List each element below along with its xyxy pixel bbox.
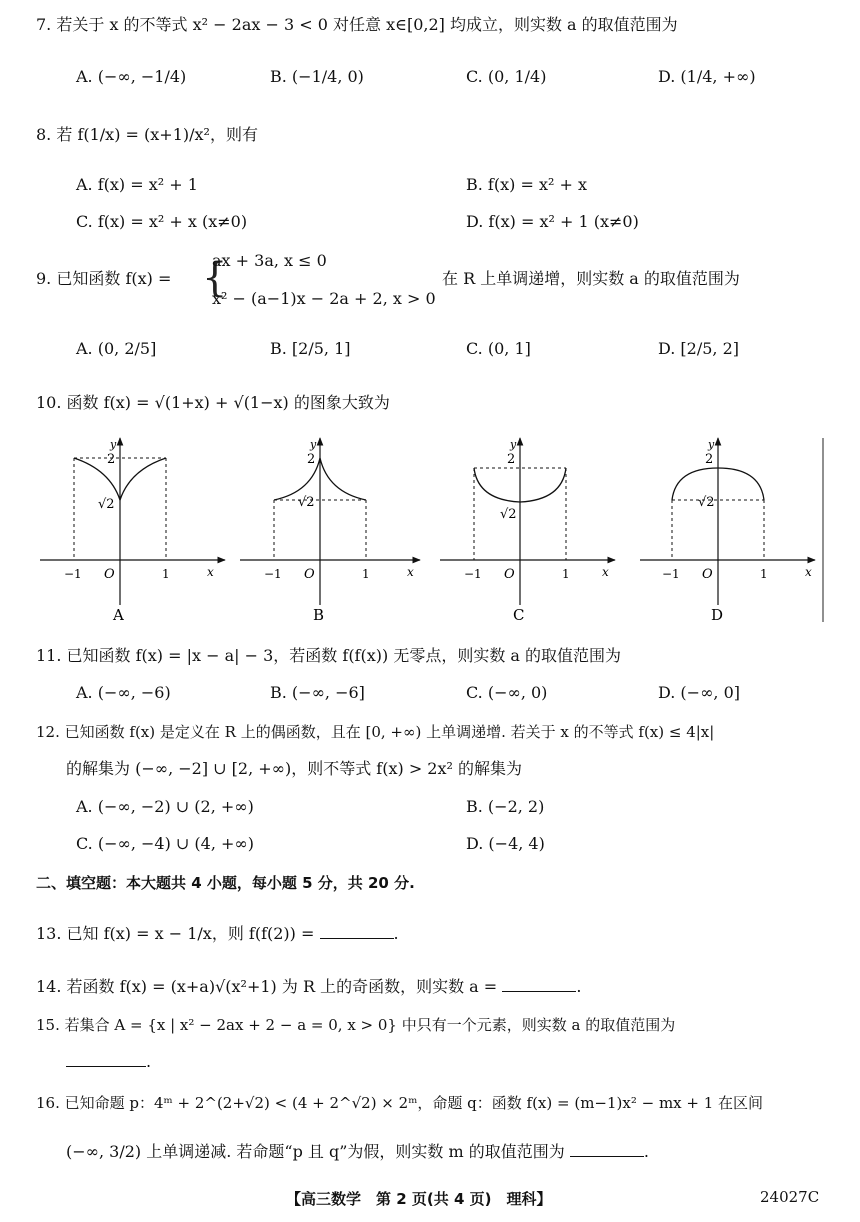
q16-line-2 [66, 1140, 649, 1163]
q10-graphs [0, 430, 860, 630]
graph-a-origin-label: O [104, 567, 115, 582]
q9-piece-1: ax + 3a, x ≤ 0 [212, 251, 327, 270]
q14-line [36, 975, 581, 998]
q12-option-d: D. (−4, 4) [466, 834, 545, 853]
graph-b-root2-label: √2 [298, 495, 315, 510]
graph-c-y-label: y [510, 438, 517, 451]
q9-brace: { [202, 255, 228, 301]
graph-a [40, 438, 225, 624]
q9-stem-pre: 9. 已知函数 f(x) = [36, 269, 172, 288]
q16-answer-blank[interactable] [570, 1140, 644, 1157]
q12-option-c: C. (−∞, −4) ∪ (4, +∞) [76, 834, 254, 853]
q9-stem-post: 在 R 上单调递增，则实数 a 的取值范围为 [442, 269, 740, 288]
graph-b-two-label: 2 [307, 452, 316, 467]
q15-answer-blank[interactable] [66, 1050, 146, 1067]
graph-b [240, 438, 420, 624]
q9-option-c: C. (0, 1] [466, 339, 531, 358]
q10-stem: 10. 函数 f(x) = √(1+x) + √(1−x) 的图象大致为 [36, 393, 390, 412]
q9-piece-2: x² − (a−1)x − 2a + 2, x > 0 [212, 289, 436, 308]
q7-option-a: A. (−∞, −1/4) [76, 67, 187, 86]
q7-stem: 7. 若关于 x 的不等式 x² − 2ax − 3 < 0 对任意 x∈[0,2] 均成立，则实数 a 的取值范围为 [36, 15, 678, 34]
graph-d-pos1-label: 1 [760, 567, 768, 581]
graph-a-two-label: 2 [107, 452, 116, 467]
q11-stem: 11. 已知函数 f(x) = |x − a| − 3，若函数 f(f(x)) 无零点，则实数 a 的取值范围为 [36, 646, 622, 665]
graph-c-pos1-label: 1 [562, 567, 570, 581]
q13-answer-blank[interactable] [320, 922, 394, 939]
graph-b-x-label: x [407, 565, 414, 579]
graph-d-x-label: x [805, 565, 812, 579]
q11-option-a: A. (−∞, −6) [76, 683, 171, 702]
q8-stem: 8. 若 f(1/x) = (x+1)/x²，则有 [36, 125, 258, 144]
q12-stem-line-2: 的解集为 (−∞, −2] ∪ [2, +∞)，则不等式 f(x) > 2x² 的解集为 [66, 759, 523, 778]
q12-stem-line-1: 12. 已知函数 f(x) 是定义在 R 上的偶函数，且在 [0, +∞) 上单调递增. 若关于 x 的不等式 f(x) ≤ 4|x| [36, 723, 715, 741]
q9-option-a: A. (0, 2/5] [76, 339, 157, 358]
q11-option-b: B. (−∞, −6] [270, 683, 365, 702]
paper-code: 24027C [760, 1188, 820, 1206]
q12-option-a: A. (−∞, −2) ∪ (2, +∞) [76, 797, 254, 816]
graph-c-root2-label: √2 [500, 507, 517, 522]
graph-c-x-label: x [602, 565, 609, 579]
graph-a-neg1-label: −1 [64, 567, 82, 581]
q13-end: . [393, 924, 399, 943]
graph-d-root2-label: √2 [698, 495, 715, 510]
q14-answer-blank[interactable] [502, 975, 576, 992]
graph-d-neg1-label: −1 [662, 567, 680, 581]
graph-d [640, 438, 815, 624]
q14-end: . [576, 977, 582, 996]
graph-a-pos1-label: 1 [162, 567, 170, 581]
q16-stem-line-1: 16. 已知命题 p：4ᵐ + 2^(2+√2) < (4 + 2^√2) × 2ᵐ，命题 q：函数 f(x) = (m−1)x² − mx + 1 在区间 [36, 1094, 764, 1112]
q7-option-c: C. (0, 1/4) [466, 67, 547, 86]
q15-end: . [146, 1052, 152, 1071]
graph-a-y-label: y [110, 438, 117, 451]
graph-c [440, 438, 615, 624]
section-2-heading: 二、填空题：本大题共 4 小题，每小题 5 分，共 20 分. [36, 874, 415, 892]
graph-b-y-label: y [310, 438, 317, 451]
q12-option-b: B. (−2, 2) [466, 797, 545, 816]
graph-c-two-label: 2 [507, 452, 516, 467]
q7-option-d: D. (1/4, +∞) [658, 67, 756, 86]
graph-c-origin-label: O [504, 567, 515, 582]
graph-c-panel-label: C [513, 606, 525, 624]
graph-b-origin-label: O [304, 567, 315, 582]
page-footer: 【高三数学 第 2 页(共 4 页) 理科】 [286, 1190, 552, 1208]
graph-d-origin-label: O [702, 567, 713, 582]
graph-b-neg1-label: −1 [264, 567, 282, 581]
graph-b-panel-label: B [313, 606, 325, 624]
q8-option-b: B. f(x) = x² + x [466, 175, 587, 194]
q13-stem: 13. 已知 f(x) = x − 1/x，则 f(f(2)) = [36, 924, 315, 943]
q8-option-c: C. f(x) = x² + x (x≠0) [76, 212, 248, 231]
q15-stem: 15. 若集合 A = {x | x² − 2ax + 2 − a = 0, x > 0} 中只有一个元素，则实数 a 的取值范围为 [36, 1016, 676, 1034]
q16-end: . [643, 1142, 649, 1161]
graph-b-pos1-label: 1 [362, 567, 370, 581]
q8-option-d: D. f(x) = x² + 1 (x≠0) [466, 212, 639, 231]
q9-option-b: B. [2/5, 1] [270, 339, 351, 358]
q11-option-d: D. (−∞, 0] [658, 683, 740, 702]
graph-c-neg1-label: −1 [464, 567, 482, 581]
q16-stem-line-2: (−∞, 3/2) 上单调递减. 若命题“p 且 q”为假，则实数 m 的取值范围为 [66, 1142, 565, 1161]
graph-d-y-label: y [708, 438, 715, 451]
q9-option-d: D. [2/5, 2] [658, 339, 740, 358]
graph-d-panel-label: D [711, 606, 724, 624]
q7-option-b: B. (−1/4, 0) [270, 67, 364, 86]
q11-option-c: C. (−∞, 0) [466, 683, 548, 702]
graph-a-x-label: x [207, 565, 214, 579]
graph-a-root2-label: √2 [98, 497, 115, 512]
q15-answer-line [66, 1050, 151, 1073]
graph-d-two-label: 2 [705, 452, 714, 467]
graph-a-panel-label: A [113, 606, 124, 624]
q13-line [36, 922, 399, 945]
q14-stem: 14. 若函数 f(x) = (x+a)√(x²+1) 为 R 上的奇函数，则实数 a = [36, 977, 498, 996]
q8-option-a: A. f(x) = x² + 1 [76, 175, 198, 194]
